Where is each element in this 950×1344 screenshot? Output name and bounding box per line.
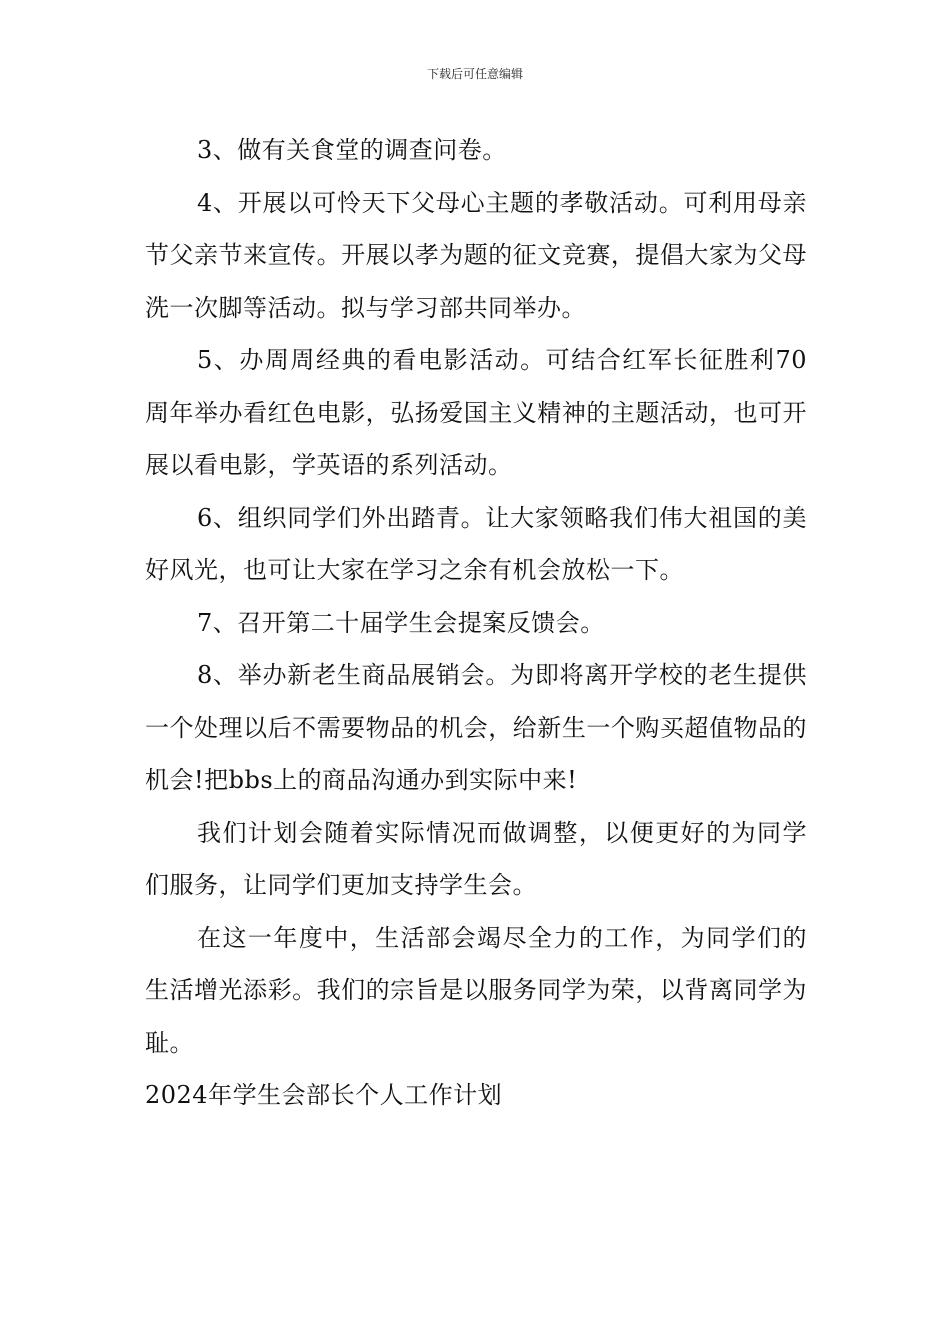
paragraph-conclusion: 在这一年度中，生活部会竭尽全力的工作，为同学们的生活增光添彩。我们的宗旨是以服务同学为荣，以背离同学为耻。	[145, 923, 807, 1057]
paragraph-item-6: 6、组织同学们外出踏青。让大家领略我们伟大祖国的美好风光，也可让大家在学习之余有机会放松一下。	[145, 503, 807, 584]
document-body	[145, 124, 807, 1122]
paragraph-item-3: 3、做有关食堂的调查问卷。	[197, 136, 507, 164]
paragraph-item-8: 8、举办新老生商品展销会。为即将离开学校的老生提供一个处理以后不需要物品的机会，给新生一个购买超值物品的机会!把bbs上的商品沟通办到实际中来!	[145, 661, 807, 794]
paragraph-item-4: 4、开展以可怜天下父母心主题的孝敬活动。可利用母亲节父亲节来宣传。开展以孝为题的征文竞赛，提倡大家为父母洗一次脚等活动。拟与学习部共同举办。	[145, 188, 807, 322]
paragraph-item-7: 7、召开第二十届学生会提案反馈会。	[197, 608, 605, 637]
page-header: 下载后可任意编辑	[426, 67, 523, 81]
paragraph-summary: 我们计划会随着实际情况而做调整，以便更好的为同学们服务，让同学们更加支持学生会。	[145, 818, 807, 899]
section-heading: 2024年学生会部长个人工作计划	[145, 1081, 503, 1109]
paragraph-item-5: 5、办周周经典的看电影活动。可结合红军长征胜利70周年举办看红色电影，弘扬爱国主义精神的主题活动，也可开展以看电影，学英语的系列活动。	[145, 346, 807, 479]
